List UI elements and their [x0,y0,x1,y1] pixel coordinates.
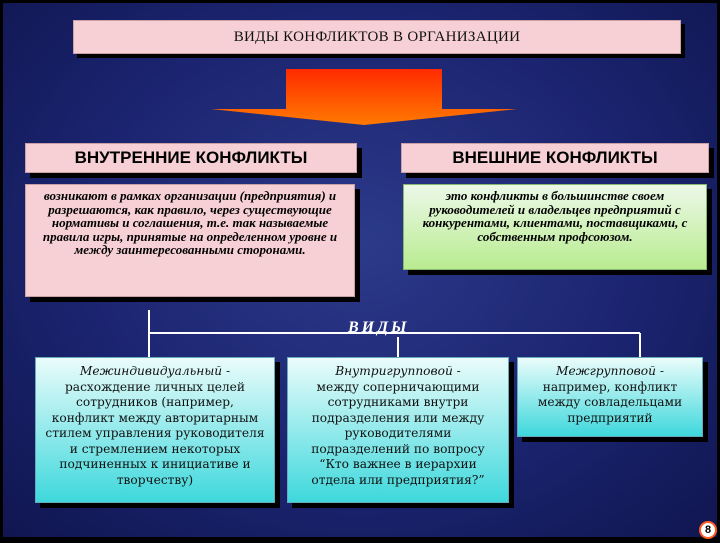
types-label: ВИДЫ [348,319,410,336]
intergroup-conflict-description: например, конфликт между совладельцами предприятий [537,379,683,425]
intragroup-conflict-card [287,357,509,503]
internal-conflicts-description: возникают в рамках организации (предприятия) и разрешаются, как правило, через существующие нормативы и соглашения, т.е. так называемые правила игры, принятые на определенном уровне и между заинтересованными сторонами. [25,184,355,297]
interpersonal-conflict-name: Межиндивидуальный - [79,364,231,378]
intragroup-conflict-description: между соперничающими сотрудниками внутри подразделения или между руководителями подразделений по вопросу “Кто важнее в иерархии отдела или предприятия?” [311,379,485,487]
external-conflicts-header: ВНЕШНИЕ КОНФЛИКТЫ [401,143,709,173]
interpersonal-conflict-card [35,357,275,503]
slide-title: ВИДЫ КОНФЛИКТОВ В ОРГАНИЗАЦИИ [73,20,681,54]
internal-conflicts-header: ВНУТРЕННИЕ КОНФЛИКТЫ [25,143,357,173]
page-number-badge: 8 [699,521,717,539]
intergroup-conflict-card [517,357,703,437]
down-arrow-icon [211,69,517,125]
intergroup-conflict-name: Межгрупповой - [556,364,664,378]
intragroup-conflict-name: Внутригрупповой - [335,364,461,378]
interpersonal-conflict-description: расхождение личных целей сотрудников (например, конфликт между авторитарным стилем управления руководителя и стремлением некоторых подчиненных к инициативе и творчеству) [45,379,265,487]
external-conflicts-description: это конфликты в большинстве своем руководителей и владельцев предприятий с конкурентами, клиентами, поставщиками, с собственным профсоюзом. [403,184,707,270]
